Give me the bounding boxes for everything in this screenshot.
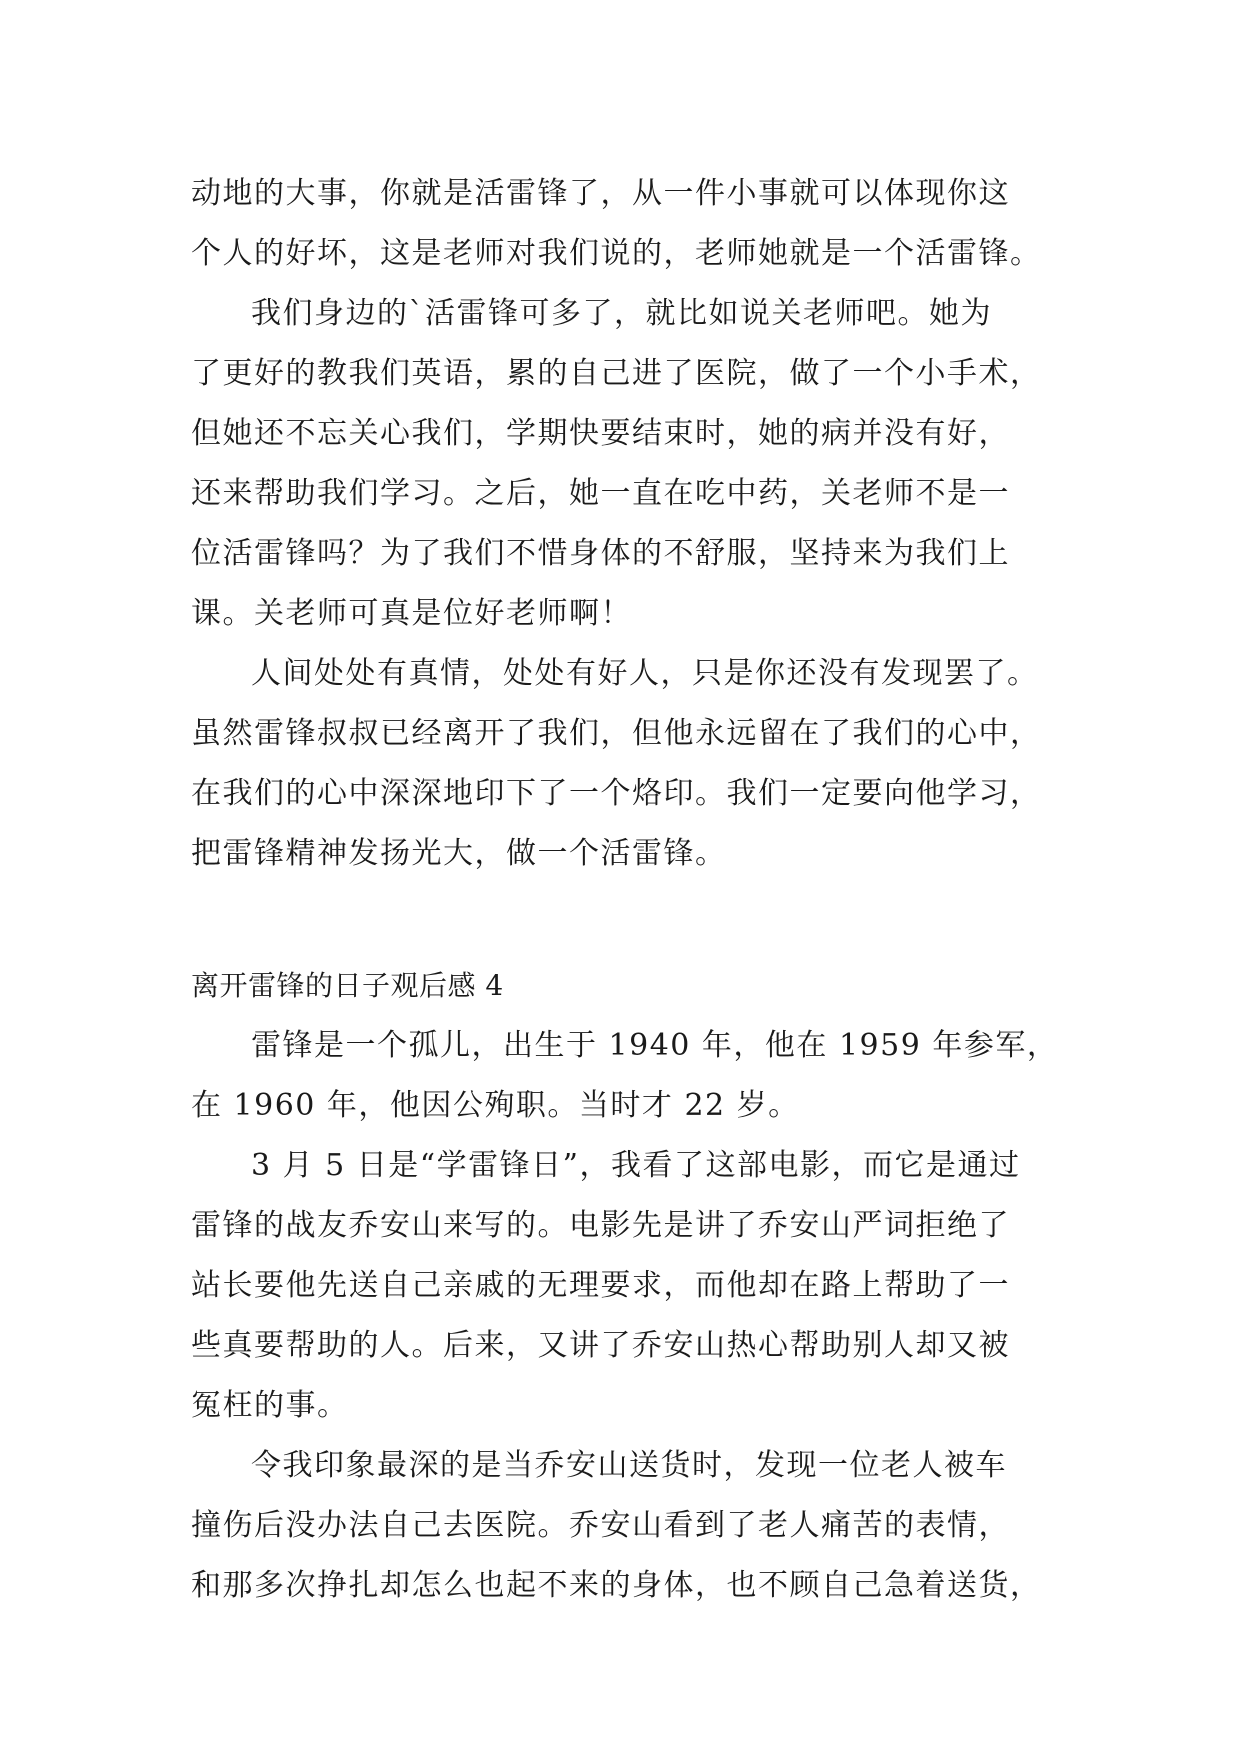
paragraph [191,644,1051,884]
text-line: 撞伤后没办法自己去医院。乔安山看到了老人痛苦的表情， [191,1508,1010,1543]
paragraph [191,1136,1051,1436]
text-line: 雷锋是一个孤儿，出生于 1940 年，他在 1959 年参军， [251,1028,1059,1063]
text-line: 我们身边的`活雷锋可多了，就比如说关老师吧。她为 [251,296,992,331]
text-line: 了更好的教我们英语，累的自己进了医院，做了一个小手术， [191,356,1042,391]
text-line: 站长要他先送自己亲戚的无理要求，而他却在路上帮助了一 [191,1268,1010,1303]
paragraph [191,284,1051,644]
text-line: 位活雷锋吗？为了我们不惜身体的不舒服，坚持来为我们上 [191,536,1010,571]
text-line: 冤枉的事。 [191,1388,349,1423]
text-line: 虽然雷锋叔叔已经离开了我们，但他永远留在了我们的心中， [191,716,1042,751]
text-line: 在我们的心中深深地印下了一个烙印。我们一定要向他学习， [191,776,1042,811]
text-line: 3 月 5 日是“学雷锋日”，我看了这部电影，而它是通过 [251,1148,1021,1183]
text-line: 在 1960 年，他因公殉职。当时才 22 岁。 [191,1088,800,1123]
text-line: 动地的大事，你就是活雷锋了，从一件小事就可以体现你这 [191,176,1010,211]
text-line: 个人的好坏，这是老师对我们说的，老师她就是一个活雷锋。 [191,236,1042,271]
text-line: 些真要帮助的人。后来，又讲了乔安山热心帮助别人却又被 [191,1328,1010,1363]
section-spacer [191,884,1051,956]
paragraph [191,1436,1051,1616]
paragraph [191,1016,1059,1136]
text-line: 和那多次挣扎却怎么也起不来的身体，也不顾自己急着送货， [191,1568,1042,1603]
text-line: 但她还不忘关心我们，学期快要结束时，她的病并没有好， [191,416,1010,451]
text-line: 雷锋的战友乔安山来写的。电影先是讲了乔安山严词拒绝了 [191,1208,1010,1243]
text-line: 人间处处有真情，处处有好人，只是你还没有发现罢了。 [251,656,1039,691]
text-line: 课。关老师可真是位好老师啊！ [191,596,632,631]
section-heading: 离开雷锋的日子观后感 4 [191,969,504,1002]
paragraph [191,164,1051,284]
text-line: 把雷锋精神发扬光大，做一个活雷锋。 [191,836,727,871]
text-line: 令我印象最深的是当乔安山送货时，发现一位老人被车 [251,1448,1007,1483]
document-body [191,164,1059,1616]
text-line: 还来帮助我们学习。之后，她一直在吃中药，关老师不是一 [191,476,1010,511]
